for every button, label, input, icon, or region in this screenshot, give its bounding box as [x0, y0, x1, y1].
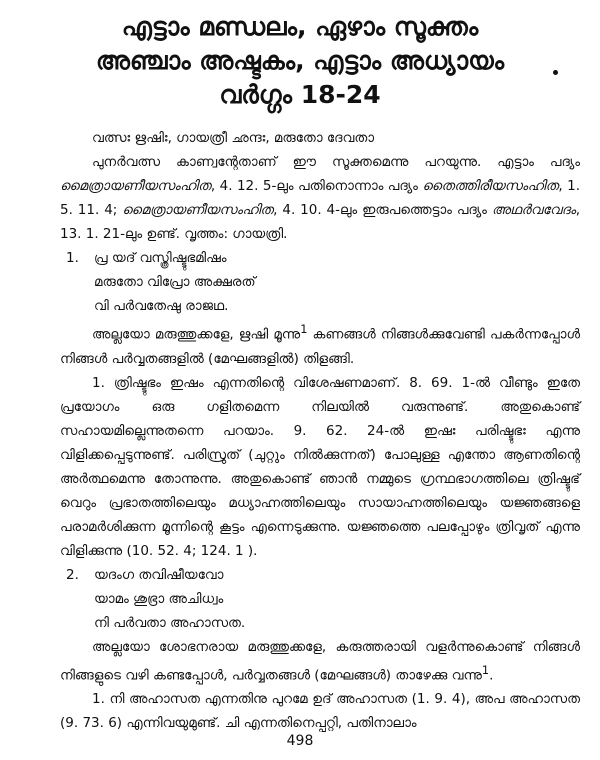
note-2: 1. നി അഹാസത എന്നതിനു പുറമേ ഉദ് അഹാസത (1. 9. 4), അപ അഹാസത (9. 73. 6) എന്നിവയുമുണ്ട്. ചി എന്നതിനെപ്പറ്റി, പതിനാലാം — [60, 691, 580, 731]
verse-2-line-1 — [60, 563, 580, 587]
verse-1-number: 1. — [66, 250, 79, 266]
verse-2-line-3: നി പർവതാ അഹാസത. — [94, 614, 246, 631]
page-number: 498 — [286, 733, 314, 749]
intro-paragraph — [60, 150, 580, 246]
verse-1 — [60, 246, 580, 318]
translation-1-text-a: അല്ലയോ മരുത്തുക്കളേ, ഋഷി മൂന്നു — [92, 326, 301, 343]
verse-1-line-3: വി പർവതേഷു രാജഥ. — [94, 298, 229, 314]
intro-text-1: പുനർവത്സ കാണ്വന്റേതാണ് ഈ സൂക്തമെന്നു പറയുന്നു. എട്ടാം പദ്യം — [92, 154, 580, 170]
heading-line-mandala: എട്ടാം മണ്ഡലം, ഏഴാം സൂക്തം — [121, 12, 479, 41]
intro-text-4: , 4. 10. 4-ലും ഇരുപത്തെട്ടാം പദ്യം — [273, 202, 492, 218]
intro-ref-taittiriya: തൈത്തിരീയസംഹിത — [422, 178, 559, 194]
heading-line-varga: വർഗ്ഗം 18-24 — [219, 80, 381, 109]
verse-2-number: 2. — [66, 566, 79, 583]
heading-line-ashtaka: അഞ്ചാം അഷ്ടകം, എട്ടാം അധ്യായം — [95, 46, 505, 75]
footnote-marker-2: 1 — [481, 663, 490, 677]
intro-ref-maitrayaniya-2: മൈത്രായണീയസംഹിത — [122, 202, 274, 218]
verse-1-line-1 — [60, 246, 580, 270]
footnote-marker-1: 1 — [300, 323, 308, 336]
note-1: 1. ത്രിഷ്ടുഭം ഇഷം എന്നതിന്റെ വിശേഷണമാണ്. 8. 69. 1-ൽ വീണ്ടും ഇതേ പ്രയോഗം ഒരു ഗളിതമെന്ന നിലയിൽ വരുന്നുണ്ട്. അതുകൊണ്ട് സഹായമില്ലെന്നുതന്നെ പറയാം. 9. 62. 24-ൽ ഇഷഃ പരിഷ്ടുഭഃ എന്നു വിളിക്കപ്പെടുന്നുണ്ട്. പരിസ്രുത് (ചുറ്റും നിൽക്കുന്നത്) പോലുള്ള എന്തോ ആണതിന്റെ അർത്ഥമെന്നു തോന്നുന്നു. അതുകൊണ്ട് ഞാൻ നമ്മുടെ ഗ്രന്ഥഭാഗത്തിലെ ത്രിഷ്ടുഭ് വെറും പ്രഭാതത്തിലെയും മധ്യാഹ്നത്തിലെയും സായാഹ്നത്തിലെയും യജ്ഞങ്ങളെ പരാമർശിക്കുന്ന മൂന്നിന്റെ കൂട്ടം എന്നെടുക്കുന്നു. യജ്ഞത്തെ പലപ്പോഴും ത്രിവൃത് എന്നു വിളിക്കുന്നു (10. 52. 4; 124. 1 ). — [60, 374, 580, 559]
intro-text-2: , 4. 12. 5-ലും പതിനൊന്നാം പദ്യം — [210, 178, 423, 194]
translation-1 — [60, 318, 580, 371]
translation-2 — [60, 635, 580, 688]
translation-2-text-b: . — [489, 667, 494, 683]
verse-2-text-1: യദംഗ തവിഷീയവോ — [94, 566, 224, 583]
verse-2 — [60, 563, 580, 635]
translation-1-text-b: കണങ്ങൾ നിങ്ങൾക്കുവേണ്ടി പകർന്നപ്പോൾ നിങ്ങൾ പർവ്വതങ്ങളിൽ (മേഘങ്ങളിൽ) തിളങ്ങി. — [60, 326, 580, 367]
intro-ref-maitrayaniya-1: മൈത്രായണീയസംഹിത — [60, 178, 211, 194]
hymn-meta-line: വത്സഃ ഋഷിഃ, ഗായത്രീ ഛന്ദഃ, മരുതോ ദേവതാ — [92, 130, 375, 146]
verse-2-line-2: യാമം ശുഭ്രാ അചിധ്വം — [94, 590, 224, 607]
page-body — [60, 126, 580, 735]
intro-text-5: , 13. 1. 21-ലും ഉണ്ട്. വൃത്തം: ഗായത്രി. — [60, 202, 580, 242]
stray-dot-mark — [553, 70, 558, 75]
verse-1-text-1: പ്ര യദ് വസ്ത്രിഷ്ടുഭമിഷം — [94, 250, 227, 266]
translation-2-text-a: അല്ലയോ ശോഭനരായ മരുത്തുക്കളേ, കരുത്തരായി വളർന്നുകൊണ്ട് നിങ്ങൾ നിങ്ങളുടെ വഴി കണ്ടപ്പോൾ, പർവ്വതങ്ങൾ (മേഘങ്ങൾ) താഴേക്കു വന്നു — [60, 638, 580, 683]
intro-ref-atharvaveda: അഥർവവേദം — [491, 202, 576, 218]
intro-text-3: , 1. 5. 11. 4; — [60, 178, 580, 218]
chapter-heading — [0, 10, 600, 112]
verse-1-line-2: മരുതോ വിപ്രോ അക്ഷരത് — [94, 274, 256, 290]
